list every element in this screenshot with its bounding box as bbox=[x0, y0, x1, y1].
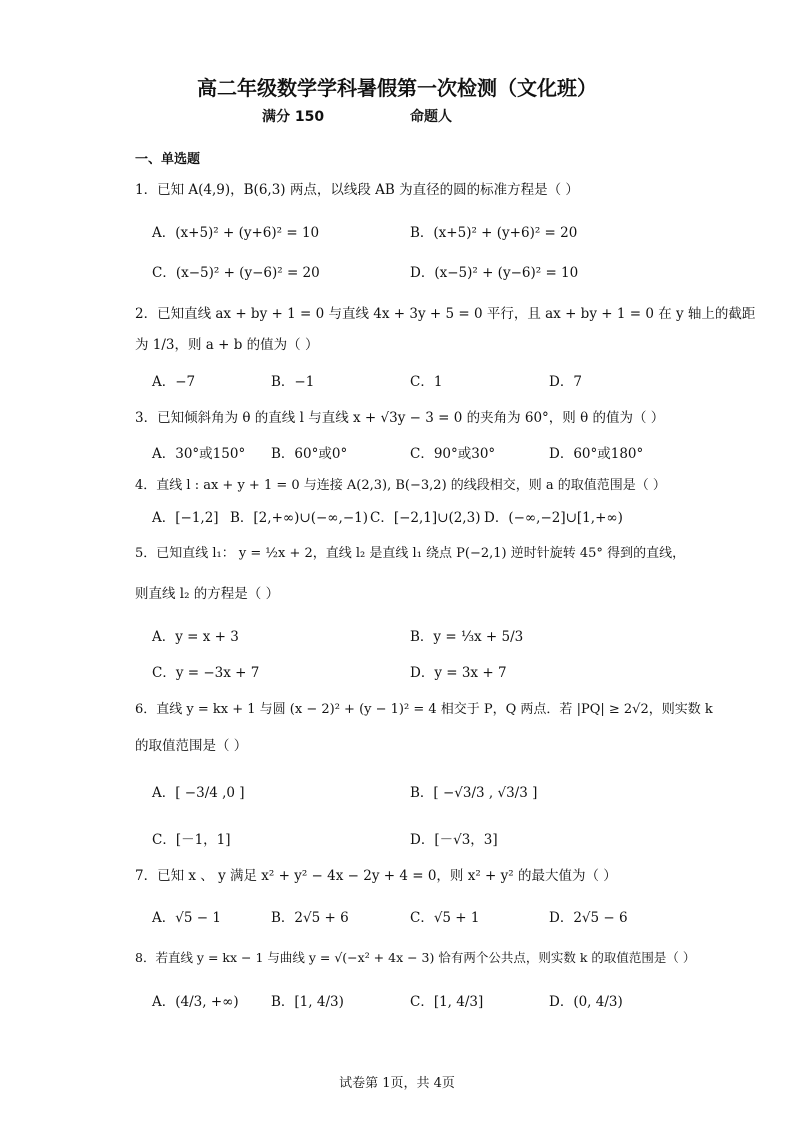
question-6-stem: 6．直线 y = kx + 1 与圆 (x − 2)² + (y − 1)² = 4 相交于 P，Q 两点．若 |PQ| ≥ 2√2，则实数 k bbox=[135, 702, 713, 717]
q7-option-d: D．2√5 − 6 bbox=[549, 910, 628, 926]
q1-option-d: D．(x−5)² + (y−6)² = 10 bbox=[410, 265, 579, 281]
q1-option-b: B．(x+5)² + (y+6)² = 20 bbox=[410, 225, 578, 241]
question-8-stem: 8．若直线 y = kx − 1 与曲线 y = √(−x² + 4x − 3) 恰有两个公共点，则实数 k 的取值范围是（ ） bbox=[135, 950, 696, 965]
q3-option-d: D．60°或180° bbox=[549, 446, 644, 462]
question-2-stem: 2．已知直线 ax + by + 1 = 0 与直线 4x + 3y + 5 = 0 平行，且 ax + by + 1 = 0 在 y 轴上的截距 bbox=[135, 306, 756, 322]
q4-option-a: A．[−1,2] bbox=[152, 510, 219, 526]
question-4-stem: 4．直线 l : ax + y + 1 = 0 与连接 A(2,3), B(−3,2) 的线段相交，则 a 的取值范围是（ ） bbox=[135, 478, 666, 493]
q5-option-d: D．y = 3x + 7 bbox=[410, 665, 507, 681]
question-2-stem-2: 为 1/3，则 a + b 的值为（ ） bbox=[135, 337, 319, 353]
q6-option-b: B．[ −√3/3 , √3/3 ] bbox=[410, 785, 538, 801]
q8-option-a: A．(4/3, +∞) bbox=[152, 994, 239, 1010]
q3-option-b: B．60°或0° bbox=[271, 446, 348, 462]
q4-option-b: B．[2,+∞)∪(−∞,−1) bbox=[230, 510, 368, 526]
q5-option-a: A．y = x + 3 bbox=[152, 629, 239, 645]
q7-option-b: B．2√5 + 6 bbox=[271, 910, 349, 926]
q3-option-c: C．90°或30° bbox=[410, 446, 496, 462]
question-6-stem-2: 的取值范围是（ ） bbox=[135, 738, 248, 754]
q6-option-c: C．[－1，1] bbox=[152, 832, 231, 848]
q7-option-a: A．√5 − 1 bbox=[152, 910, 221, 926]
question-3-stem: 3．已知倾斜角为 θ 的直线 l 与直线 x + √3y − 3 = 0 的夹角为 60°，则 θ 的值为（ ） bbox=[135, 410, 665, 426]
q2-option-d: D．7 bbox=[549, 374, 582, 390]
author-label: 命题人 bbox=[410, 109, 452, 125]
q8-option-d: D．(0, 4/3) bbox=[549, 994, 623, 1010]
q7-option-c: C．√5 + 1 bbox=[410, 910, 480, 926]
q2-option-a: A．−7 bbox=[152, 374, 196, 390]
full-score: 满分 150 bbox=[262, 109, 325, 125]
q6-option-a: A．[ −3/4 ,0 ] bbox=[152, 785, 245, 801]
question-5-stem: 5．已知直线 l₁： y = ½x + 2，直线 l₂ 是直线 l₁ 绕点 P(−2,1) 逆时针旋转 45° 得到的直线， bbox=[135, 546, 686, 561]
question-7-stem: 7．已知 x 、 y 满足 x² + y² − 4x − 2y + 4 = 0，则 x² + y² 的最大值为（ ） bbox=[135, 868, 617, 884]
q1-option-a: A．(x+5)² + (y+6)² = 10 bbox=[152, 225, 320, 241]
question-5-stem-2: 则直线 l₂ 的方程是（ ） bbox=[135, 586, 280, 602]
q8-option-b: B．[1, 4/3) bbox=[271, 994, 344, 1010]
question-1-stem: 1．已知 A(4,9)，B(6,3) 两点，以线段 AB 为直径的圆的标准方程是（ ） bbox=[135, 182, 579, 198]
q2-option-c: C．1 bbox=[410, 374, 443, 390]
q1-option-c: C．(x−5)² + (y−6)² = 20 bbox=[152, 265, 320, 281]
q8-option-c: C．[1, 4/3] bbox=[410, 994, 484, 1010]
q4-option-c: C．[−2,1]∪(2,3) bbox=[370, 510, 481, 526]
q2-option-b: B．−1 bbox=[271, 374, 315, 390]
q5-option-b: B．y = ⅓x + 5/3 bbox=[410, 629, 524, 645]
q5-option-c: C．y = −3x + 7 bbox=[152, 665, 260, 681]
page-footer: 试卷第 1页，共 4页 bbox=[339, 1076, 455, 1091]
q3-option-a: A．30°或150° bbox=[152, 446, 246, 462]
q6-option-d: D．[－√3，3] bbox=[410, 832, 498, 848]
section-heading: 一、单选题 bbox=[135, 152, 201, 167]
page-title: 高二年级数学学科暑假第一次检测（文化班） bbox=[197, 76, 597, 100]
q4-option-d: D．(−∞,−2]∪[1,+∞) bbox=[484, 510, 623, 526]
